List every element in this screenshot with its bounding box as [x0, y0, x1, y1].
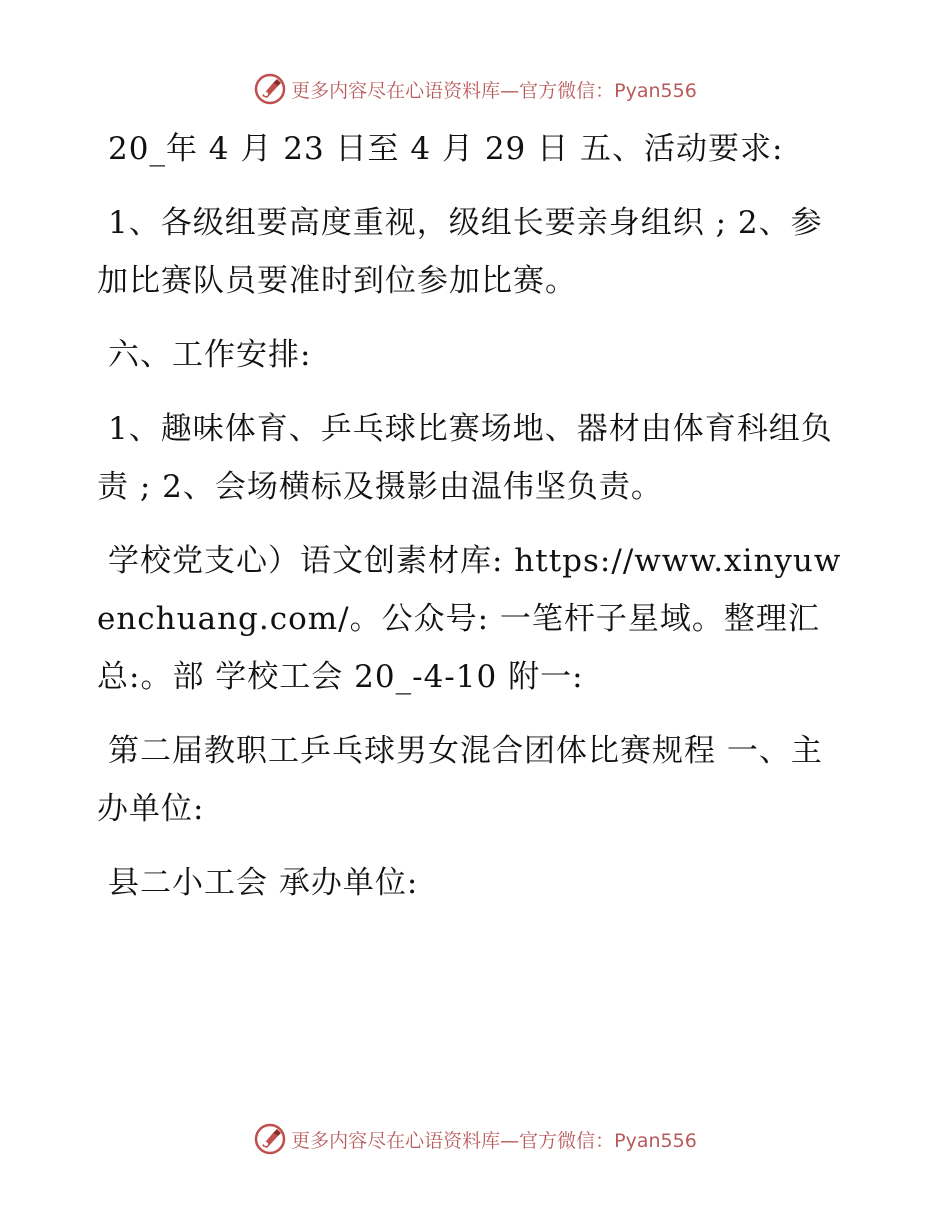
paragraph-1: 20_年 4 月 23 日至 4 月 29 日 五、活动要求:	[108, 131, 784, 167]
header-watermark-banner	[0, 72, 950, 106]
header-watermark-text: 更多内容尽在心语资料库—官方微信：Pyan556	[291, 79, 697, 102]
paragraph-7: 县二小工会 承办单位:	[108, 865, 419, 901]
paragraph-6: 第二届教职工乒乓球男女混合团体比赛规程 一、主办单位:	[97, 733, 823, 827]
footer-watermark-banner	[0, 1122, 950, 1156]
footer-watermark-text: 更多内容尽在心语资料库—官方微信：Pyan556	[291, 1129, 697, 1152]
pen-nib-logo-icon	[253, 72, 287, 106]
document-body	[97, 120, 842, 928]
pen-nib-logo-icon	[253, 1122, 287, 1156]
paragraph-2: 1、各级组要高度重视，级组长要亲身组织 ; 2、参加比赛队员要准时到位参加比赛。	[97, 205, 823, 299]
paragraph-5: 学校党支心）语文创素材库: https://www.xinyuwenchuang.com/。公众号: 一笔杆子星域。整理汇总:。部 学校工会 20_-4-10 附一:	[97, 543, 842, 695]
paragraph-4: 1、趣味体育、乒乓球比赛场地、器材由体育科组负责 ; 2、会场横标及摄影由温伟坚负责。	[97, 411, 833, 505]
paragraph-3: 六、工作安排:	[108, 337, 312, 373]
